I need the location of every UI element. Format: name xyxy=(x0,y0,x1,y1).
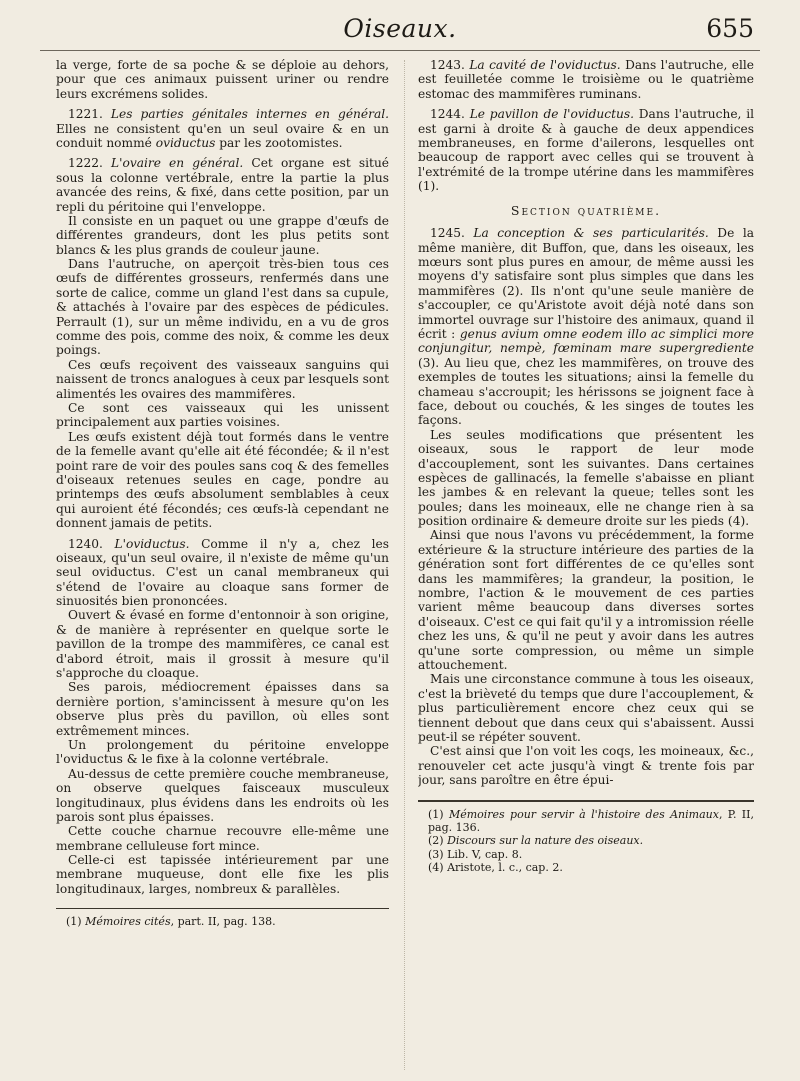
paragraph-title: Le pavillon de l'oviductus. xyxy=(469,107,634,122)
paragraph: Les seules modifications que présentent les oiseaux, sous le rapport de leur mode d'accouplement, sont les suivantes. Dans certaines espèces de gallinacés, la femelle s'abaisse en pliant les jambes & en relevant la queue; telles sont les poules; dans les moineaux, elle ne change rien à sa position ordinaire & demeure droite sur les pieds (4). xyxy=(418,427,754,529)
section-heading xyxy=(418,204,754,219)
footnote xyxy=(56,915,389,928)
footnote-marker: (1) xyxy=(428,807,449,821)
paragraph-number: 1240. xyxy=(68,536,103,551)
paragraph-title: L'oviductus. xyxy=(114,536,190,551)
column-divider xyxy=(404,60,405,1070)
paragraph: Ses parois, médiocrement épaisses dans sa dernière portion, s'amincissent à mesure qu'on les observe plus près du pavillon, où elles sont extrêmement minces. xyxy=(56,680,389,738)
running-title: Oiseaux. xyxy=(343,14,457,43)
footnote: (3) Lib. V, cap. 8. xyxy=(428,847,523,861)
numbered-paragraph-1222 xyxy=(56,156,389,214)
paragraph: Dans l'autruche, on aperçoit très-bien tous ces œufs de différentes grosseurs, renfermés dans une sorte de calice, comme un gland l'est dans sa cupule, & attachés à l'ovaire par des espèces de pédicules. Perrault (1), sur un même individu, en a vu de gros comme des pois, comme des noix, & comme les deux poings. xyxy=(56,257,389,358)
italic-term: oviductus xyxy=(155,135,216,150)
footnote-rule xyxy=(418,800,754,802)
paragraph-text: (3). Au lieu que, chez les mammifères, on trouve des exemples de toutes les situations; ainsi la femelle du chameau s'accroupit; les hérissons se joignent face à face, debout ou couchés, & les singes de toutes les façons. xyxy=(418,355,754,428)
paragraph-title: Les parties génitales internes en général. xyxy=(110,107,389,122)
paragraph-number: 1222. xyxy=(68,156,103,171)
numbered-paragraph-1245 xyxy=(418,226,754,427)
paragraph-number: 1244. xyxy=(430,107,465,122)
paragraph-text: par les zootomistes. xyxy=(215,135,343,150)
paragraph: Ce sont ces vaisseaux qui les unissent principalement aux parties voisines. xyxy=(56,400,389,430)
paragraph-title: La conception & ses particularités. xyxy=(473,226,709,241)
paragraph-text: Dans l'autruche, il est garni à droite & à gauche de deux appendices membraneuses, en forme d'ailerons, lesquelles ont beaucoup de rapport avec celles qui se trouvent à l'extrémité de la trompe utérine dans les mammifères (1). xyxy=(418,107,754,194)
section-heading-text: Section quatrième. xyxy=(510,202,662,218)
paragraph: Cette couche charnue recouvre elle-même une membrane celluleuse fort mince. xyxy=(56,824,389,853)
left-column xyxy=(56,58,389,1073)
footnote-marker: (1) xyxy=(66,915,86,929)
footnote-marker: (2) xyxy=(428,834,448,848)
paragraph: Il consiste en un paquet ou une grappe d'œufs de différentes grandeurs, dont les plus petits sont blancs & les plus grands de couleur jaune. xyxy=(56,213,389,257)
paragraph: Ces œufs reçoivent des vaisseaux sanguins qui naissent de troncs analogues à ceux par lesquels sont alimentés les ovaires des mammifères. xyxy=(56,357,389,401)
paragraph: Ainsi que nous l'avons vu précédemment, la forme extérieure & la structure intérieure des parties de la génération sont fort différentes de ce qu'elles sont dans les mammifères; la grandeur, la position, le nombre, l'action & le mouvement de ces parties varient même beaucoup dans diverses sortes d'oiseaux. C'est ce qui fait qu'il y a intromission réelle chez les uns, & qu'il ne peut y avoir dans les autres qu'une sorte compression, ou même un simple attouchement. xyxy=(418,528,754,672)
paragraph-number: 1245. xyxy=(430,226,465,241)
footnote-source: Discours sur la nature des oiseaux. xyxy=(447,834,644,848)
paragraph-number: 1243. xyxy=(430,58,465,72)
paragraph: Au-dessus de cette première couche membraneuse, on observe quelques faisceaux musculeux longitudinaux, plus évidens dans les endroits où les parois sont plus épaisses. xyxy=(56,766,389,824)
paragraph: Mais une circonstance commune à tous les oiseaux, c'est la brièveté du temps que dure l'accouplement, & plus particulièrement encore chez ceux qui se tiennent debout que dans ceux qui s'abaissent. Aussi peut-il se répéter souvent. xyxy=(418,672,754,744)
paragraph-text: Dans l'autruche, elle est feuilletée comme le troisième ou le quatrième estomac des mammifères ruminans. xyxy=(418,58,754,101)
paragraph: Les œufs existent déjà tout formés dans le ventre de la femelle avant qu'elle ait été fécondée; & il n'est point rare de voir des poules sans coq & des femelles d'oiseaux retenues seules en cage, pondre au printemps des œufs absolument semblables à ceux qui auroient été fécondés; ces œufs-là cependant ne donnent jamais de petits. xyxy=(56,429,389,531)
numbered-paragraph-1240 xyxy=(56,537,389,609)
paragraph-title: La cavité de l'oviductus. xyxy=(469,58,621,72)
paragraph: C'est ainsi que l'on voit les coqs, les moineaux, &c., renouveler cet acte jusqu'à vingt & trente fois par jour, sans paroître en être épui- xyxy=(418,744,754,788)
paragraph-text: Cet organe est situé sous la colonne vertébrale, entre la partie la plus avancée des reins, & fixé, dans cette position, par un repli du péritoine qui l'enveloppe. xyxy=(56,156,389,214)
footnote-source: Mémoires pour servir à l'histoire des Animaux xyxy=(448,807,719,821)
paragraph: Un prolongement du péritoine enveloppe l'oviductus & le fixe à la colonne vertébrale. xyxy=(56,737,389,767)
footnote-text: , P. II, pag. 136. xyxy=(428,807,754,834)
footnote xyxy=(418,834,754,847)
paragraph-title: L'ovaire en général. xyxy=(111,156,244,171)
numbered-paragraph-1243 xyxy=(418,58,754,101)
footnotes xyxy=(418,808,754,875)
footnote-rule xyxy=(56,908,389,909)
paragraph-text: De la même manière, dit Buffon, que, dans les oiseaux, les mœurs sont plus pures en amour, de même aussi les moyens d'y satisfaire sont plus simples que dans les mammifères (2). Ils n'ont qu'une seule manière de s'accoupler, ce qu'Aristote avoit déjà noté dans son immortel ouvrage sur l'histoire des animaux, quand il écrit : xyxy=(418,226,754,341)
paragraph: Celle-ci est tapissée intérieurement par une membrane muqueuse, dont elle fixe les plis longitudinaux, larges, nombreux & parallèles. xyxy=(56,853,389,896)
footnote: (4) Aristote, l. c., cap. 2. xyxy=(428,861,563,875)
paragraph-number: 1221. xyxy=(68,107,103,122)
numbered-paragraph-1221 xyxy=(56,107,389,150)
numbered-paragraph-1244 xyxy=(418,107,754,193)
latin-quotation: genus avium omne eodem illo ac simplici more conjungitur, nempè, fœminam mare supergrediente xyxy=(418,327,754,356)
footnote xyxy=(418,808,754,835)
paragraph: la verge, forte de sa poche & se déploie au dehors, pour que ces animaux puissent uriner ou rendre leurs excrémens solides. xyxy=(56,58,389,101)
paragraph: Ouvert & évasé en forme d'entonnoir à son origine, & de manière à représenter en quelque sorte le pavillon de la trompe des mammifères, ce canal est d'abord étroit, mais il grossit à mesure qu'il s'approche du cloaque. xyxy=(56,608,389,681)
paragraph-text: Elles ne consistent qu'en un seul ovaire & en un conduit nommé xyxy=(56,121,389,150)
footnote-source: Mémoires cités xyxy=(85,915,171,929)
footnote-text: , part. II, pag. 138. xyxy=(170,915,276,929)
page-number: 655 xyxy=(706,14,754,43)
right-column xyxy=(418,58,754,1073)
paragraph-text: Comme il n'y a, chez les oiseaux, qu'un seul ovaire, il n'existe de même qu'un seul oviductus. C'est un canal membraneux qui s'étend de l'ovaire au cloaque sans former de sinuosités bien prononcées. xyxy=(56,536,389,609)
page-header xyxy=(40,12,760,51)
footnotes xyxy=(56,915,389,928)
